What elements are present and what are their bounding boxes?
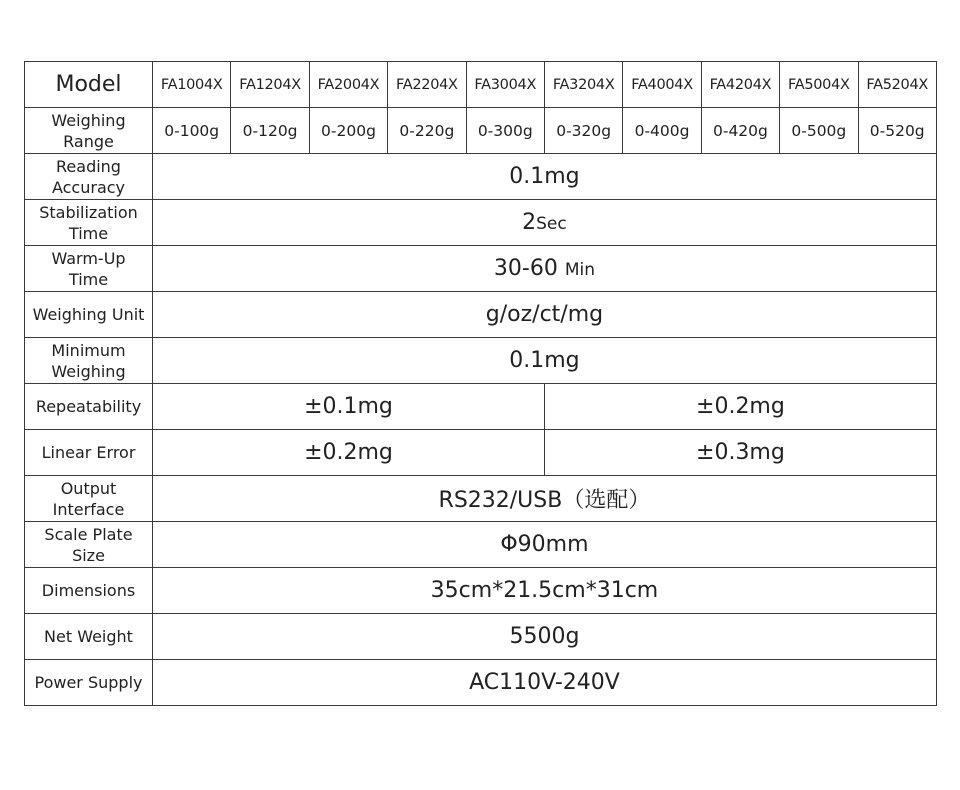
value-linear-error-high: ±0.3mg (544, 430, 936, 476)
model-cell: FA4204X (701, 62, 779, 108)
spec-table (24, 61, 937, 706)
row-repeatability (25, 384, 937, 430)
label-warm-up-time: Warm-Up Time (25, 246, 153, 292)
value-reading-accuracy: 0.1mg (153, 154, 937, 200)
row-weighing-unit (25, 292, 937, 338)
label-power-supply: Power Supply (25, 660, 153, 706)
label-weighing-unit: Weighing Unit (25, 292, 153, 338)
value-output-interface: RS232/USB（选配） (153, 476, 937, 522)
range-cell: 0-320g (544, 108, 622, 154)
label-dimensions: Dimensions (25, 568, 153, 614)
row-warm-up-time (25, 246, 937, 292)
range-cell: 0-300g (466, 108, 544, 154)
value-minimum-weighing: 0.1mg (153, 338, 937, 384)
value-warm-up-time: 30-60 Min (153, 246, 937, 292)
model-cell: FA5004X (780, 62, 858, 108)
row-net-weight (25, 614, 937, 660)
label-reading-accuracy: Reading Accuracy (25, 154, 153, 200)
model-cell: FA1004X (153, 62, 231, 108)
row-model (25, 62, 937, 108)
model-cell: FA3204X (544, 62, 622, 108)
model-cell: FA4004X (623, 62, 701, 108)
label-scale-plate-size: Scale Plate Size (25, 522, 153, 568)
label-minimum-weighing: Minimum Weighing (25, 338, 153, 384)
value-weighing-unit: g/oz/ct/mg (153, 292, 937, 338)
value-dimensions: 35cm*21.5cm*31cm (153, 568, 937, 614)
label-linear-error: Linear Error (25, 430, 153, 476)
row-scale-plate-size (25, 522, 937, 568)
row-output-interface (25, 476, 937, 522)
model-cell: FA1204X (231, 62, 309, 108)
row-weighing-range (25, 108, 937, 154)
label-stabilization-time: Stabilization Time (25, 200, 153, 246)
row-stabilization-time (25, 200, 937, 246)
range-cell: 0-520g (858, 108, 936, 154)
model-cell: FA2204X (388, 62, 466, 108)
value-stabilization-time: 2Sec (153, 200, 937, 246)
label-net-weight: Net Weight (25, 614, 153, 660)
range-cell: 0-500g (780, 108, 858, 154)
row-power-supply (25, 660, 937, 706)
value-net-weight: 5500g (153, 614, 937, 660)
model-cell: FA2004X (309, 62, 387, 108)
row-linear-error (25, 430, 937, 476)
label-model: Model (25, 62, 153, 108)
value-repeatability-high: ±0.2mg (544, 384, 936, 430)
range-cell: 0-120g (231, 108, 309, 154)
row-dimensions (25, 568, 937, 614)
range-cell: 0-420g (701, 108, 779, 154)
model-cell: FA5204X (858, 62, 936, 108)
value-linear-error-low: ±0.2mg (153, 430, 545, 476)
value-power-supply: AC110V-240V (153, 660, 937, 706)
value-scale-plate-size: Φ90mm (153, 522, 937, 568)
model-cell: FA3004X (466, 62, 544, 108)
range-cell: 0-200g (309, 108, 387, 154)
value-repeatability-low: ±0.1mg (153, 384, 545, 430)
label-repeatability: Repeatability (25, 384, 153, 430)
row-minimum-weighing (25, 338, 937, 384)
label-output-interface: Output Interface (25, 476, 153, 522)
label-weighing-range: Weighing Range (25, 108, 153, 154)
range-cell: 0-100g (153, 108, 231, 154)
range-cell: 0-400g (623, 108, 701, 154)
row-reading-accuracy (25, 154, 937, 200)
range-cell: 0-220g (388, 108, 466, 154)
